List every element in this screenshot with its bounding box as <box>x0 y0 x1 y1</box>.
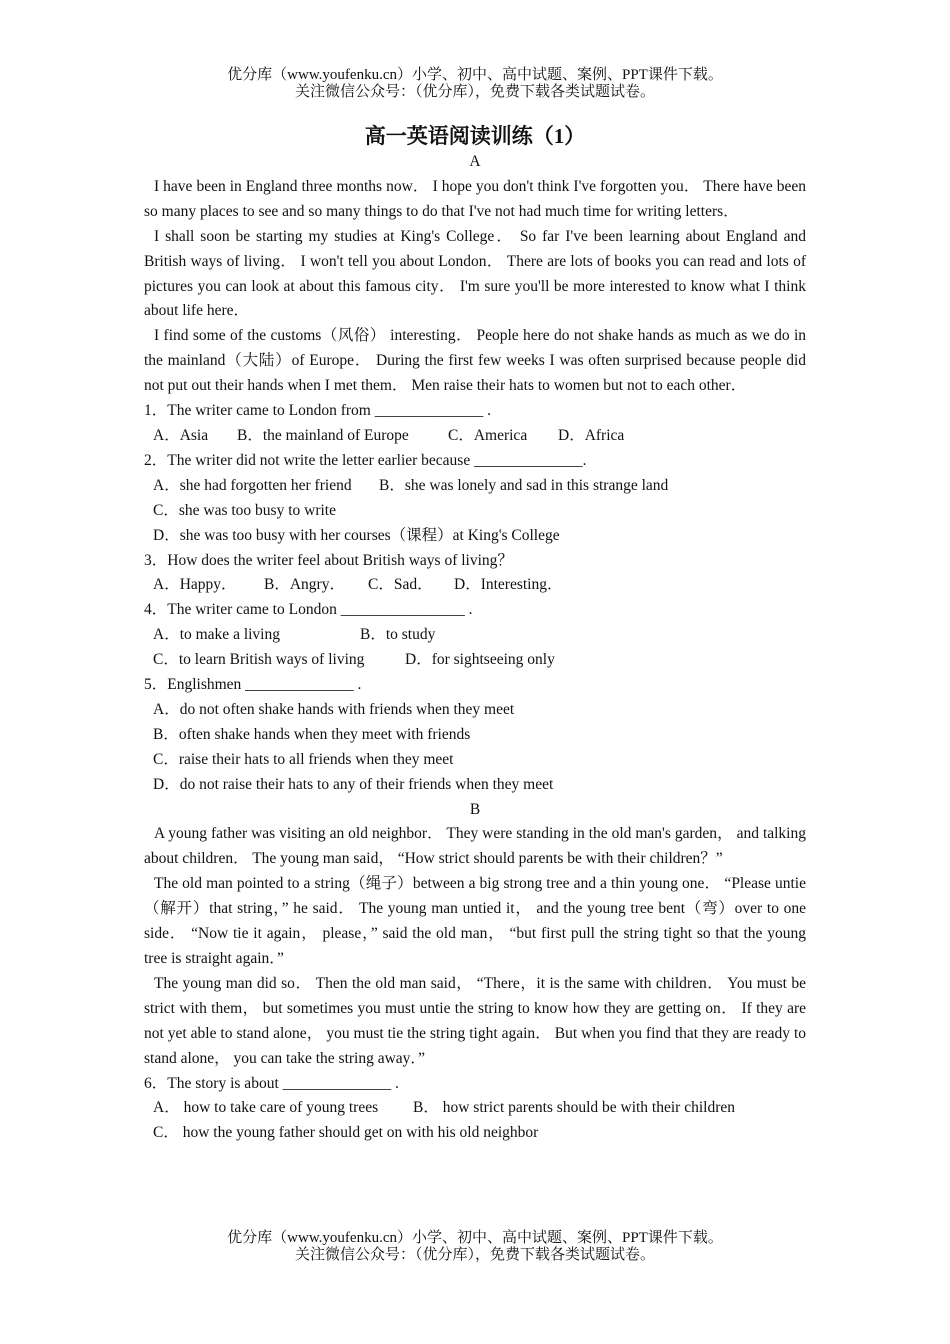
section-b-label: B <box>469 800 481 818</box>
question-6-option-b: B． how strict parents should be with their children <box>413 1099 735 1117</box>
question-3-option-d: D．Interesting． <box>454 576 563 594</box>
question-2-option-a: A．she had forgotten her friend <box>153 476 352 494</box>
question-6-options-row-1 <box>144 1096 806 1121</box>
question-1-options <box>144 424 806 449</box>
question-5-option-b: B．often shake hands when they meet with friends <box>153 725 471 743</box>
passage-b-paragraph-2: The old man pointed to a string（绳子）between a big strong tree and a thin young one． “Please untie（解开）that string，” he said． The young man untied it， and the young tree bent（弯）over to one side． “Now tie it again， please，” said the old man， “but first pull the string tight so that the young tree is straight again．” <box>144 875 806 967</box>
header-line-1: 优分库（www.youfenku.cn）小学、初中、高中试题、案例、PPT课件下载。 <box>227 67 723 83</box>
footer-line-1: 优分库（www.youfenku.cn）小学、初中、高中试题、案例、PPT课件下载。 <box>227 1230 723 1246</box>
passage-a-paragraph-1: I have been in England three months now． I hope you don't think I've forgotten you． There have been so many places to see and so many things to do that I've not had much time for writing letters． <box>144 177 806 220</box>
footer-line-2: 关注微信公众号：（优分库），免费下载各类试题试卷。 <box>294 1247 655 1263</box>
question-2-option-d: D．she was too busy with her courses（课程）at King's College <box>153 526 560 544</box>
page-footer <box>0 1230 950 1264</box>
page-header <box>0 67 950 101</box>
question-6: 6．The story is about ______________ . <box>144 1074 399 1092</box>
question-1: 1．The writer came to London from ______________ . <box>144 402 491 420</box>
question-3-option-c: C．Sad． <box>368 576 433 594</box>
question-5-option-d: D．do not raise their hats to any of their friends when they meet <box>153 775 554 793</box>
section-a-label: A <box>469 153 481 170</box>
question-3: 3．How does the writer feel about British ways of living？ <box>144 551 513 569</box>
question-2-option-c: C．she was too busy to write <box>153 501 336 519</box>
passage-b-paragraph-3: The young man did so． Then the old man said， “There，it is the same with children． You must be strict with them， but sometimes you must untie the string to know how they are getting on． If they are not yet able to stand alone， you must tie the string tight again． But when you find that they are ready to stand alone， you can take the string away．” <box>144 974 806 1067</box>
question-3-options <box>144 573 806 598</box>
question-4-option-c: C．to learn British ways of living <box>153 651 365 669</box>
question-2-options-row-1 <box>144 474 806 499</box>
document-body <box>144 122 806 1146</box>
question-4: 4．The writer came to London ________________ . <box>144 601 473 619</box>
passage-a-paragraph-3: I find some of the customs（风俗） interesting． People here do not shake hands as much as we do in the mainland（大陆）of Europe． During the first few weeks I was often surprised because people did not put out their hands when I met them． Men raise their hats to women but not to each other． <box>144 327 806 395</box>
question-2: 2．The writer did not write the letter earlier because ______________. <box>144 451 587 469</box>
page-title: 高一英语阅读训练（1） <box>364 124 586 148</box>
question-5-option-a: A．do not often shake hands with friends when they meet <box>153 700 515 718</box>
question-1-option-a: A．Asia <box>153 426 209 444</box>
question-3-option-b: B．Angry． <box>264 576 345 594</box>
question-6-option-c: C． how the young father should get on with his old neighbor <box>153 1124 539 1142</box>
question-3-option-a: A．Happy． <box>153 576 237 594</box>
question-1-option-d: D．Africa <box>558 426 625 444</box>
question-5: 5．Englishmen ______________ . <box>144 676 362 694</box>
question-2-option-b: B．she was lonely and sad in this strange land <box>379 476 669 494</box>
question-4-option-d: D．for sightseeing only <box>405 651 555 669</box>
header-line-2: 关注微信公众号：（优分库），免费下载各类试题试卷。 <box>294 84 655 100</box>
question-1-option-b: B．the mainland of Europe <box>237 426 409 444</box>
question-1-option-c: C．America <box>448 426 528 444</box>
question-6-option-a: A． how to take care of young trees <box>153 1099 379 1117</box>
question-4-option-a: A．to make a living <box>153 626 280 644</box>
question-5-option-c: C．raise their hats to all friends when they meet <box>153 750 454 768</box>
passage-a-paragraph-2: I shall soon be starting my studies at King's College． So far I've been learning about England and British ways of living． I won't tell you about London． There are lots of books you can read and lots of pictures you can look at about this famous city． I'm sure you'll be more interested to know what I think about life here． <box>144 227 806 320</box>
question-4-options-row-2 <box>144 648 806 673</box>
question-4-options-row-1 <box>144 623 806 648</box>
passage-b-paragraph-1: A young father was visiting an old neighbor． They were standing in the old man's garden， and talking about children． The young man said， “How strict should parents be with their children？” <box>144 825 806 868</box>
question-4-option-b: B．to study <box>360 626 436 644</box>
